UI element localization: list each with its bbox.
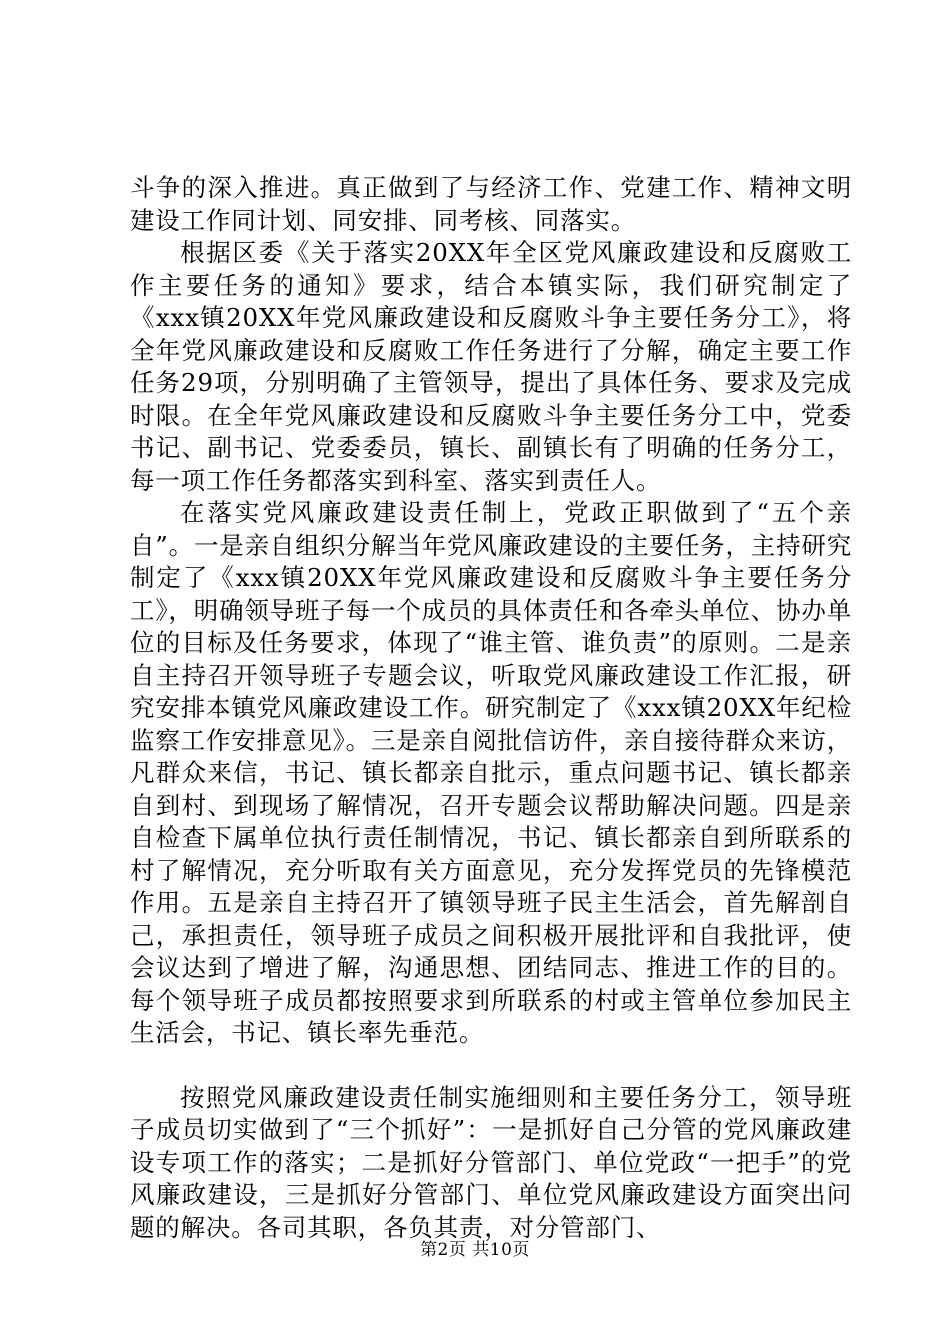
paragraph-continuation: 斗争的深入推进。真正做到了与经济工作、党建工作、精神文明建设工作同计划、同安排、同考核、同落实。 <box>130 173 852 235</box>
paragraph-task-division: 根据区委《关于落实20XX年全区党风廉政建设和反腐败工作主要任务的通知》要求，结合本镇实际，我们研究制定了《xxx镇20XX年党风廉政建设和反腐败斗争主要任务分工》，将全年党风廉政建设和反腐败工作任务进行了分解，确定主要工作任务29项，分别明确了主管领导，提出了具体任务、要求及完成时限。在全年党风廉政建设和反腐败斗争主要任务分工中，党委书记、副书记、党委委员，镇长、副镇长有了明确的任务分工，每一项工作任务都落实到科室、落实到责任人。 <box>130 238 852 495</box>
page-number-footer: 第2页 共10页 <box>420 1240 530 1260</box>
paragraph-three-grasps: 按照党风廉政建设责任制实施细则和主要任务分工，领导班子成员切实做到了“三个抓好”：一是抓好自己分管的党风廉政建设专项工作的落实；二是抓好分管部门、单位党政“一把手”的党风廉政建设，三是抓好分管部门、单位党风廉政建设方面突出问题的解决。各司其职，各负其责，对分管部门、 <box>130 1082 852 1242</box>
paragraph-five-personally: 在落实党风廉政建设责任制上，党政正职做到了“五个亲自”。一是亲自组织分解当年党风廉政建设的主要任务，主持研究制定了《xxx镇20XX年党风廉政建设和反腐败斗争主要任务分工》，明确领导班子每一个成员的具体责任和各牵头单位、协办单位的目标及任务要求，体现了“谁主管、谁负责”的原则。二是亲自主持召开领导班子专题会议，听取党风廉政建设工作汇报，研究安排本镇党风廉政建设工作。研究制定了《xxx镇20XX年纪检监察工作安排意见》。三是亲自阅批信访件，亲自接待群众来访，凡群众来信，书记、镇长都亲自批示，重点问题书记、镇长都亲自到村、到现场了解情况，召开专题会议帮助解决问题。四是亲自检查下属单位执行责任制情况，书记、镇长都亲自到所联系的村了解情况，充分听取有关方面意见，充分发挥党员的先锋模范作用。五是亲自主持召开了镇领导班子民主生活会，首先解剖自己，承担责任，领导班子成员之间积极开展批评和自我批评，使会议达到了增进了解，沟通思想、团结同志、推进工作的目的。每个领导班子成员都按照要求到所联系的村或主管单位参加民主生活会，书记、镇长率先垂范。 <box>130 498 852 1047</box>
document-body <box>130 172 852 1244</box>
